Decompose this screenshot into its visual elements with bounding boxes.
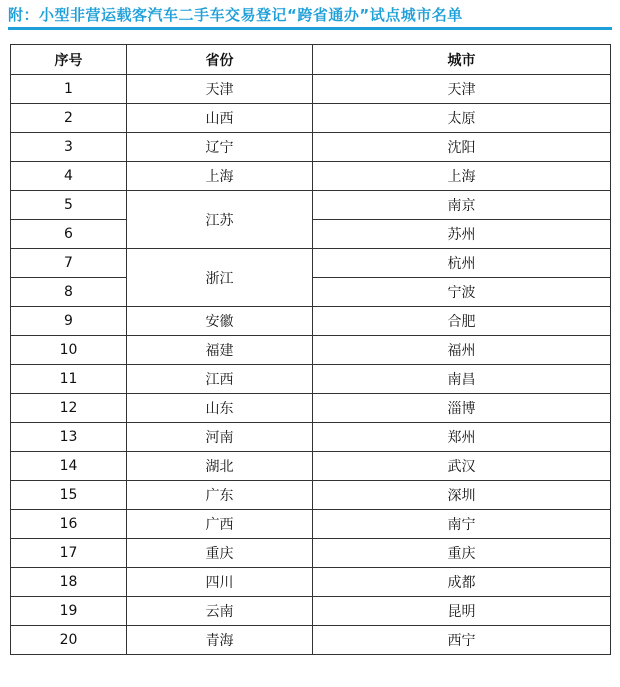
row-province: 重庆: [127, 539, 313, 568]
row-index: 16: [11, 510, 127, 539]
row-index: 13: [11, 423, 127, 452]
row-province: 江西: [127, 365, 313, 394]
row-city: 沈阳: [313, 133, 611, 162]
table-header-row: [11, 45, 611, 75]
row-city: 西宁: [313, 626, 611, 655]
row-province: 河南: [127, 423, 313, 452]
row-index: 17: [11, 539, 127, 568]
table-body: [11, 75, 611, 655]
row-index: 11: [11, 365, 127, 394]
row-city: 重庆: [313, 539, 611, 568]
row-province: 云南: [127, 597, 313, 626]
header-city: 城市: [313, 45, 611, 75]
row-province: 四川: [127, 568, 313, 597]
table-row: [11, 452, 611, 481]
table-row: [11, 510, 611, 539]
row-index: 15: [11, 481, 127, 510]
table-row: [11, 481, 611, 510]
row-province: 广西: [127, 510, 313, 539]
row-city: 宁波: [313, 278, 611, 307]
row-index: 10: [11, 336, 127, 365]
row-province: 浙江: [127, 249, 313, 307]
row-city: 淄博: [313, 394, 611, 423]
pilot-cities-table: [10, 44, 611, 655]
row-index: 1: [11, 75, 127, 104]
table-row: [11, 75, 611, 104]
table-row: [11, 626, 611, 655]
row-index: 8: [11, 278, 127, 307]
row-index: 14: [11, 452, 127, 481]
row-index: 20: [11, 626, 127, 655]
row-province: 青海: [127, 626, 313, 655]
table-row: [11, 307, 611, 336]
row-index: 4: [11, 162, 127, 191]
table-row: [11, 423, 611, 452]
row-index: 12: [11, 394, 127, 423]
row-city: 深圳: [313, 481, 611, 510]
table-row: [11, 597, 611, 626]
row-city: 福州: [313, 336, 611, 365]
table-row: [11, 568, 611, 597]
row-city: 上海: [313, 162, 611, 191]
table-row: [11, 336, 611, 365]
row-city: 合肥: [313, 307, 611, 336]
row-index: 7: [11, 249, 127, 278]
row-index: 2: [11, 104, 127, 133]
row-city: 太原: [313, 104, 611, 133]
row-city: 南京: [313, 191, 611, 220]
header-province: 省份: [127, 45, 313, 75]
row-city: 苏州: [313, 220, 611, 249]
row-province: 山东: [127, 394, 313, 423]
row-city: 杭州: [313, 249, 611, 278]
table-row: [11, 133, 611, 162]
row-city: 天津: [313, 75, 611, 104]
row-city: 昆明: [313, 597, 611, 626]
table-row: [11, 162, 611, 191]
row-province: 辽宁: [127, 133, 313, 162]
row-city: 南宁: [313, 510, 611, 539]
table-row: [11, 539, 611, 568]
row-index: 9: [11, 307, 127, 336]
row-province: 天津: [127, 75, 313, 104]
table-row: [11, 104, 611, 133]
row-province: 山西: [127, 104, 313, 133]
row-province: 江苏: [127, 191, 313, 249]
header-index: 序号: [11, 45, 127, 75]
row-city: 郑州: [313, 423, 611, 452]
row-province: 安徽: [127, 307, 313, 336]
page-title: 附：小型非营运载客汽车二手车交易登记“跨省通办”试点城市名单: [8, 6, 463, 24]
table-row: [11, 394, 611, 423]
row-city: 南昌: [313, 365, 611, 394]
row-index: 6: [11, 220, 127, 249]
table-row: [11, 191, 611, 220]
table-row: [11, 249, 611, 278]
title-divider: [8, 27, 612, 30]
row-index: 19: [11, 597, 127, 626]
table-row: [11, 365, 611, 394]
row-province: 广东: [127, 481, 313, 510]
row-province: 上海: [127, 162, 313, 191]
row-city: 武汉: [313, 452, 611, 481]
row-city: 成都: [313, 568, 611, 597]
row-index: 5: [11, 191, 127, 220]
row-index: 18: [11, 568, 127, 597]
row-province: 福建: [127, 336, 313, 365]
row-index: 3: [11, 133, 127, 162]
row-province: 湖北: [127, 452, 313, 481]
